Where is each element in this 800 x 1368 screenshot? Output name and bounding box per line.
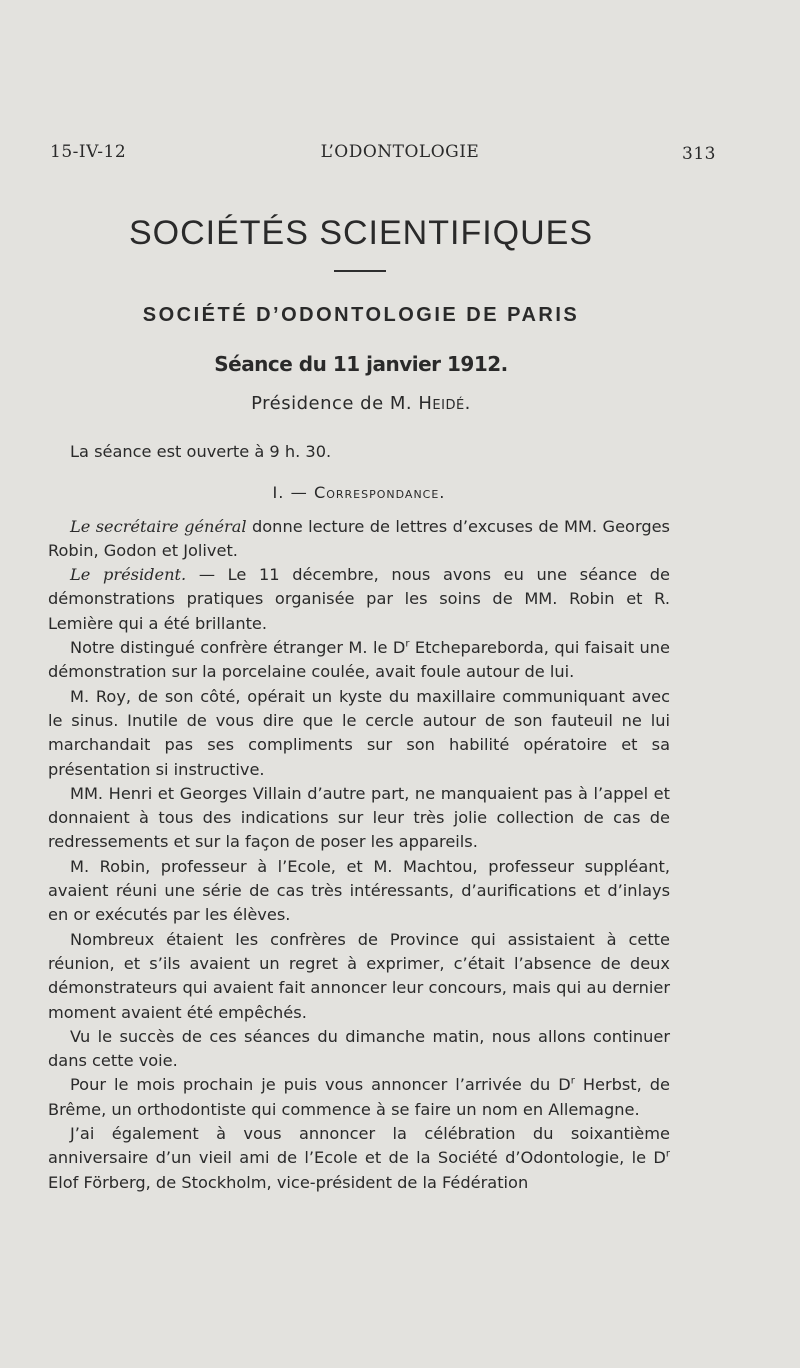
page-number: 313 — [682, 144, 716, 164]
paragraph: MM. Henri et Georges Villain d’autre part, ne manquaient pas à l’appel et donnaient à tous des indications sur leur très jolie collection de cas de redressements et sur la façon de poser les appareils. — [48, 783, 670, 852]
paragraph — [48, 636, 670, 685]
section-label: Correspondance. — [313, 483, 446, 503]
title-divider — [334, 270, 386, 272]
minutes-body — [48, 440, 670, 1195]
presidency-prefix: Présidence de M. — [251, 393, 419, 414]
paragraph — [48, 1073, 670, 1122]
paragraph: M. Robin, professeur à l’Ecole, et M. Machtou, professeur suppléant, avaient réuni une série de cas très intéressants, d’aurifications et d’inlays en or exécutés par les élèves. — [48, 856, 670, 925]
journal-name: L’ODONTOLOGIE — [320, 142, 480, 162]
paragraph: Vu le succès de ces séances du dimanche matin, nous allons continuer dans cette voie. — [48, 1026, 670, 1071]
session-heading: Séance du 11 janvier 1912. — [214, 352, 508, 376]
correspondence-heading — [48, 481, 670, 505]
paragraph-text: Notre distingué confrère étranger M. le D — [70, 638, 406, 658]
superscript: r — [665, 1148, 670, 1160]
paragraph-text: Pour le mois prochain je puis vous annoncer l’arrivée du D — [70, 1075, 571, 1095]
paragraph — [48, 563, 670, 636]
issue-date: 15-IV-12 — [50, 142, 127, 162]
paragraph-text: — Le 11 décembre, nous avons eu une séance de démonstrations pratiques organisée par les soins de MM. Robin et R. Lemière qui a été brillante. — [48, 565, 670, 633]
superscript: r — [405, 638, 410, 650]
paragraph: Nombreux étaient les confrères de Province qui assistaient à cette réunion, et s’ils avaient un regret à exprimer, c’était l’absence de deux démonstrateurs qui avaient fait annoncer leur concours, mais qui au dernier moment avaient été empêchés. — [48, 929, 670, 1022]
section-number: I. — — [272, 483, 314, 503]
paragraph-text: J’ai également à vous annoncer la célébration du soixantième anniversaire d’un vieil ami de l’Ecole et de la Société d’Odontologie, le D — [48, 1124, 670, 1168]
paragraph — [48, 1122, 670, 1195]
running-header — [50, 142, 750, 172]
speaker-role: Le secrétaire général — [70, 516, 247, 536]
opening-line: La séance est ouverte à 9 h. 30. — [70, 442, 332, 461]
paragraph: M. Roy, de son côté, opérait un kyste du maxillaire communiquant avec le sinus. Inutile de vous dire que le cercle autour de son fauteuil ne lui marchandait pas ses compliments sur son habilité opératoire et sa présentation si instructive. — [48, 686, 670, 779]
paragraph-text: Etchepareborda, qui faisait une démonstration sur la porcelaine coulée, avait foule autour de lui. — [48, 638, 670, 682]
paragraph-text: donne lecture de lettres d’excuses de MM. Georges Robin, Godon et Jolivet. — [48, 516, 670, 560]
society-heading: SOCIÉTÉ D’ODONTOLOGIE DE PARIS — [142, 304, 580, 326]
paragraph-text: Herbst, de Brême, un orthodontiste qui commence à se faire un nom en Allemagne. — [48, 1075, 670, 1119]
president-name: Heidé. — [418, 393, 471, 414]
paragraph — [48, 515, 670, 564]
speaker-role: Le président. — [70, 565, 187, 585]
paragraph-text: Elof Förberg, de Stockholm, vice-président de la Fédération — [48, 1172, 529, 1192]
superscript: r — [570, 1076, 575, 1088]
section-title: SOCIÉTÉS SCIENTIFIQUES — [128, 214, 594, 252]
presidency-line — [0, 393, 722, 414]
